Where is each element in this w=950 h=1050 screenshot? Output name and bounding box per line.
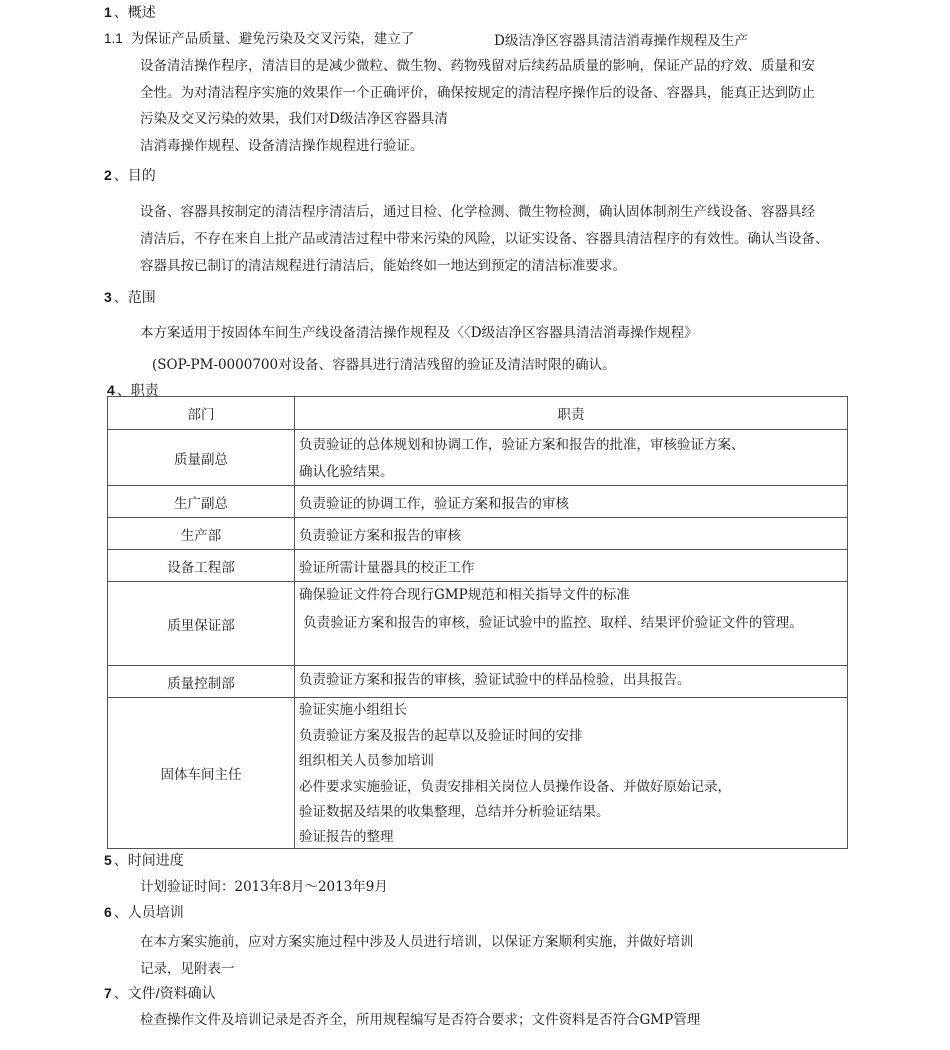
table-header-row <box>108 397 848 430</box>
section-4-title: 、职责 <box>116 382 159 398</box>
section-5-number: 5 <box>104 852 112 868</box>
section-7-title: 、文件/资料确认 <box>113 985 216 1001</box>
section-5-title: 、时间进度 <box>113 852 184 868</box>
section-1-title: 、概述 <box>113 4 156 20</box>
section-3-heading <box>104 287 156 307</box>
section-5-heading <box>104 850 184 870</box>
table-row <box>108 518 848 550</box>
section-6-line-2: 记录，见附表一 <box>140 961 235 977</box>
department-cell: 设备工程部 <box>108 550 295 582</box>
department-cell: 质里保证部 <box>108 582 295 666</box>
responsibility-line: 负责验证方案和报告的审核，验证试验中的样品检验，出具报告。 <box>299 672 691 688</box>
responsibility-line: 负责验证方案和报告的审核，验证试验中的监控、取样、结果评价验证文件的管理。 <box>299 615 803 631</box>
department-cell: 质量控制部 <box>108 666 295 698</box>
responsibility-cell <box>295 486 848 518</box>
responsibility-line: 验证实施小组组长 <box>299 702 407 718</box>
responsibility-line: 验证数据及结果的收集整理，总结并分析验证结果。 <box>299 804 610 821</box>
section-3-number: 3 <box>104 289 112 305</box>
responsibility-cell <box>295 430 848 486</box>
responsibility-line: 组织相关人员参加培训 <box>299 753 434 770</box>
responsibility-line: 负责验证方案及报告的起草以及验证时间的安排 <box>299 727 583 744</box>
section-7-heading <box>104 983 216 1003</box>
department-cell: 质量副总 <box>108 430 295 486</box>
section-6-number: 6 <box>104 904 112 920</box>
section-6-heading <box>104 902 184 922</box>
section-5-line-1: 计划验证时间：2013年8月〜2013年9月 <box>140 879 388 895</box>
section-4-number: 4 <box>107 382 115 398</box>
paragraph-text: 为保证产品质量、避免污染及交叉污染，建立了 <box>130 31 415 47</box>
section-7-number: 7 <box>104 985 112 1001</box>
section-1-number: 1 <box>104 4 112 20</box>
section-3-line-2: (SOP-PM-0000700对设备、容器具进行清洁残留的验证及清洁时限的确认。 <box>152 357 616 373</box>
section-1-line-5: 洁消毒操作规程、设备清洁操作规程进行验证。 <box>140 138 424 154</box>
section-2-line-1: 设备、容器具按制定的清洁程序清洁后，通过目检、化学检测、微生物检测，确认固体制剂生产线设备、容器具经 <box>140 204 815 220</box>
section-2-heading <box>104 165 156 185</box>
table-row <box>108 582 848 666</box>
section-2-line-3: 容器具按已制订的清洁规程进行清洁后，能始终如一地达到预定的清洁标准要求。 <box>140 258 626 274</box>
table-row <box>108 430 848 486</box>
section-1-line-3: 全性。为对清洁程序实施的效果作一个正确评价，确保按规定的清洁程序操作后的设备、容器具，能真正达到防止 <box>140 85 815 101</box>
responsibility-line: 负责验证方案和报告的审核 <box>299 527 461 544</box>
section-1-line-2: 设备清洁操作程序，清洁目的是减少微粒、微生物、药物残留对后续药品质量的影响，保证产品的疗效、质量和安 <box>140 58 815 74</box>
responsibility-cell <box>295 666 848 698</box>
section-1-line-4: 污染及交叉污染的效果，我们对D级洁净区容器具清 <box>140 111 448 127</box>
responsibility-cell <box>295 518 848 550</box>
section-1-1-line-1-continued: D级洁净区容器具清洁消毒操作规程及生产 <box>494 33 748 49</box>
department-cell: 固体车间主任 <box>108 698 295 849</box>
responsibility-cell <box>295 582 848 666</box>
responsibility-line: 负责验证的协调工作，验证方案和报告的审核 <box>299 495 569 512</box>
section-6-line-1: 在本方案实施前，应对方案实施过程中涉及人员进行培训，以保证方案顺利实施，并做好培训 <box>140 934 694 950</box>
subsection-number: 1.1 <box>104 31 123 46</box>
table-row <box>108 698 848 849</box>
responsibility-line: 验证报告的整理 <box>299 828 394 845</box>
responsibility-line: 确认化验结果。 <box>299 463 394 480</box>
section-1-1-line-1 <box>104 27 414 47</box>
section-2-line-2: 清洁后，不存在来自上批产品或清洁过程中带来污染的风险，以证实设备、容器具清洁程序的有效性。确认当设备、 <box>140 231 829 247</box>
department-cell: 生广副总 <box>108 486 295 518</box>
section-6-title: 、人员培训 <box>113 904 184 920</box>
department-cell: 生产部 <box>108 518 295 550</box>
section-2-title: 、目的 <box>113 167 156 183</box>
table-row <box>108 550 848 582</box>
responsibility-line: 验证所需计量器具的校正工作 <box>299 559 475 576</box>
column-header-department: 部门 <box>108 397 295 430</box>
column-header-responsibility: 职责 <box>295 397 848 430</box>
table-row <box>108 486 848 518</box>
section-7-line-1: 检查操作文件及培训记录是否齐全，所用规程编写是否符合要求；文件资料是否符合GMP管理 <box>140 1012 701 1028</box>
responsibility-line: 负责验证的总体规划和协调工作，验证方案和报告的批准，审核验证方案、 <box>299 436 745 453</box>
responsibility-cell <box>295 698 848 849</box>
responsibility-line: 确保验证文件符合现行GMP规范和相关指导文件的标准 <box>299 587 630 603</box>
responsibilities-table <box>107 396 848 849</box>
responsibility-cell <box>295 550 848 582</box>
responsibility-line: 必件要求实施验证，负责安排相关岗位人员操作设备、并做好原始记录， <box>299 778 731 795</box>
table-row <box>108 666 848 698</box>
section-1-heading <box>104 2 156 22</box>
section-3-title: 、范围 <box>113 289 156 305</box>
section-2-number: 2 <box>104 167 112 183</box>
section-3-line-1: 本方案适用于按固体车间生产线设备清洁操作规程及〈〈D级洁净区容器具清洁消毒操作规程》 <box>140 325 698 341</box>
